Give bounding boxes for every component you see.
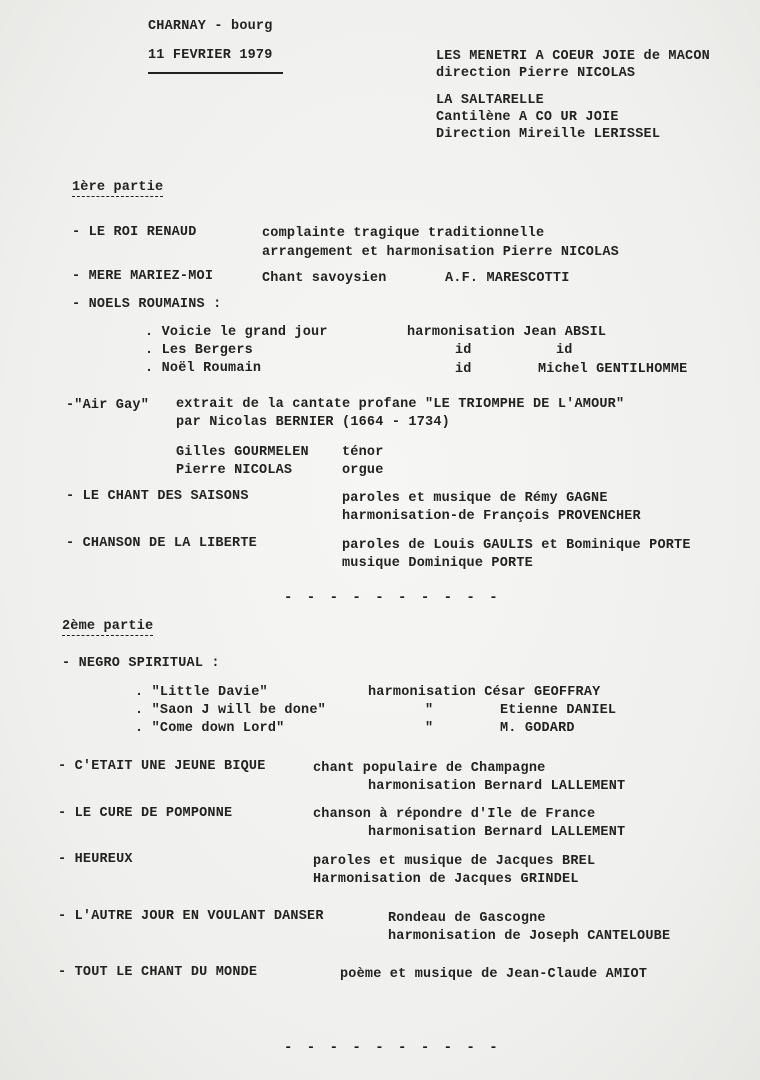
noel-item-name: . Noël Roumain [145,361,262,376]
performer-role: ténor [342,445,384,460]
negro-item-name: . "Come down Lord" [135,721,285,736]
air-gay-desc2: par Nicolas BERNIER (1664 - 1734) [176,415,450,430]
noel-item-harm2: id [556,343,573,358]
ensemble1-direction: direction Pierre NICOLAS [436,66,636,81]
negro-item-harm: harmonisation César GEOFFRAY [368,685,601,700]
negro-title: - NEGRO SPIRITUAL : [62,656,220,671]
noel-item-harm: id [455,343,472,358]
ensemble1-name: LES MENETRI A COEUR JOIE de MACON [436,49,710,64]
negro-item-name: . "Saon J will be done" [135,703,326,718]
roi-renaud-desc1: complainte tragique traditionnelle [262,226,545,241]
roi-renaud-title: - LE ROI RENAUD [72,225,197,240]
date: 11 FEVRIER 1979 [148,48,273,63]
autre-jour-title: - L'AUTRE JOUR EN VOULANT DANSER [58,909,324,924]
air-gay-desc1: extrait de la cantate profane "LE TRIOMPHE DE L'AMOUR" [176,397,625,412]
tout-chant-title: - TOUT LE CHANT DU MONDE [58,965,258,980]
roi-renaud-desc2: arrangement et harmonisation Pierre NICOLAS [262,245,619,260]
bique-title: - C'ETAIT UNE JEUNE BIQUE [58,759,266,774]
noel-item-name: . Les Bergers [145,343,253,358]
negro-item-harm: " [425,721,434,736]
place: CHARNAY - bourg [148,19,273,34]
mere-composer: A.F. MARESCOTTI [445,271,570,286]
heureux-title: - HEUREUX [58,852,133,867]
autre-jour-desc1: Rondeau de Gascogne [388,911,546,926]
cure-desc1: chanson à répondre d'Ile de France [313,807,596,822]
autre-jour-desc2: harmonisation de Joseph CANTELOUBE [388,929,671,944]
date-underline [148,72,283,74]
negro-item-name: . "Little Davie" [135,685,268,700]
separator: - - - - - - - - - - [284,590,501,606]
separator-bottom: - - - - - - - - - - [284,1040,501,1056]
liberte-desc1: paroles de Louis GAULIS et Bominique PORTE [342,538,691,553]
ensemble3-name: Cantilène A CO UR JOIE [436,110,619,125]
noel-item-harm: id [455,362,472,377]
noels-title: - NOELS ROUMAINS : [72,297,222,312]
cure-desc2: harmonisation Bernard LALLEMENT [368,825,626,840]
performer-name: Gilles GOURMELEN [176,445,309,460]
performer-role: orgue [342,463,384,478]
liberte-desc2: musique Dominique PORTE [342,556,533,571]
cure-title: - LE CURE DE POMPONNE [58,806,233,821]
tout-chant-desc: poème et musique de Jean-Claude AMIOT [340,967,648,982]
ensemble2-direction: Direction Mireille LERISSEL [436,127,661,142]
saisons-title: - LE CHANT DES SAISONS [66,489,249,504]
performer-name: Pierre NICOLAS [176,463,293,478]
heureux-desc2: Harmonisation de Jacques GRINDEL [313,872,579,887]
bique-desc1: chant populaire de Champagne [313,761,546,776]
noel-item-name: . Voicie le grand jour [145,325,328,340]
part1-title: 1ère partie [72,180,164,195]
negro-item-harm2: Etienne DANIEL [500,703,617,718]
noel-item-harm: harmonisation Jean ABSIL [407,325,607,340]
ensemble2-name: LA SALTARELLE [436,93,544,108]
saisons-desc1: paroles et musique de Rémy GAGNE [342,491,608,506]
heureux-desc1: paroles et musique de Jacques BREL [313,854,596,869]
bique-desc2: harmonisation Bernard LALLEMENT [368,779,626,794]
negro-item-harm2: M. GODARD [500,721,575,736]
negro-item-harm: " [425,703,434,718]
mere-title: - MERE MARIEZ-MOI [72,269,214,284]
part2-title: 2ème partie [62,619,154,634]
air-gay-title: -"Air Gay" [66,398,150,413]
liberte-title: - CHANSON DE LA LIBERTE [66,536,257,551]
mere-desc: Chant savoysien [262,271,387,286]
saisons-desc2: harmonisation-de François PROVENCHER [342,509,641,524]
noel-item-harm2: Michel GENTILHOMME [538,362,688,377]
